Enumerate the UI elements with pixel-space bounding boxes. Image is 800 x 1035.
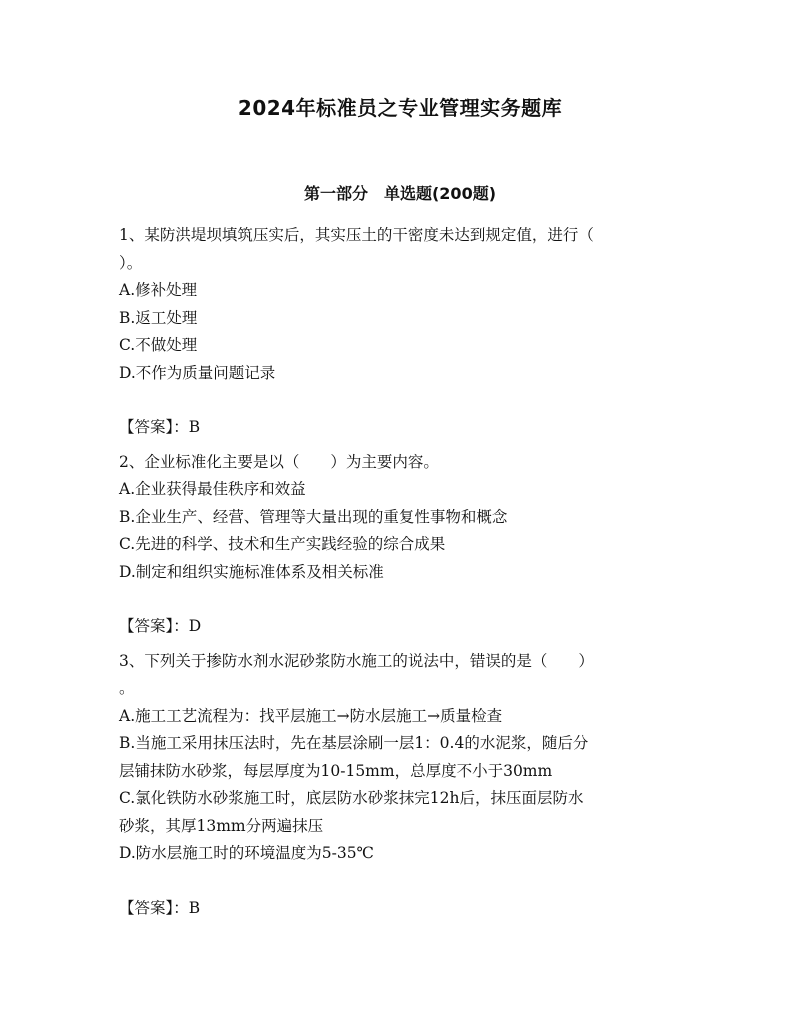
answer-line: [119, 414, 689, 442]
question-text-line: 。: [119, 679, 135, 697]
answer-line: [119, 613, 689, 641]
option-c-continued: 砂浆，其厚13mm分两遍抹压: [119, 816, 324, 835]
answer-label: 【答案】：: [119, 898, 189, 917]
option-a: A.施工工艺流程为：找平层施工→防水层施工→质量检查: [119, 706, 503, 725]
option-a: A.修补处理: [119, 281, 198, 299]
section-heading: 第一部分 单选题(200题): [303, 184, 497, 203]
option-b: B.当施工采用抹压法时，先在基层涂刷一层1：0.4的水泥浆，随后分: [119, 734, 589, 752]
option-d: D.制定和组织实施标准体系及相关标准: [119, 562, 384, 581]
answer-value: D: [188, 617, 202, 635]
option-d: D.不作为质量问题记录: [119, 363, 276, 382]
answer-value: B: [188, 898, 201, 917]
option-a: A.企业获得最佳秩序和效益: [119, 480, 306, 498]
document-title: 2024年标准员之专业管理实务题库: [237, 96, 563, 120]
option-c: C.氯化铁防水砂浆施工时，底层防水砂浆抹完12h后，抹压面层防水: [119, 789, 584, 807]
option-b: B.返工处理: [119, 308, 198, 327]
answer-label: 【答案】：: [119, 418, 189, 436]
option-b: B.企业生产、经营、管理等大量出现的重复性事物和概念: [119, 507, 508, 526]
answer-value: B: [188, 418, 201, 436]
question-block: [119, 648, 689, 923]
question-list: [119, 222, 689, 922]
question-block: [119, 222, 689, 449]
question-text-line: 1、某防洪堤坝填筑压实后，其实压土的干密度未达到规定值，进行（: [119, 226, 594, 244]
question-text-line: ）。: [119, 253, 143, 272]
option-b-continued: 层铺抹防水砂浆，每层厚度为10-15mm，总厚度不小于30mm: [119, 761, 553, 780]
answer-line: [119, 895, 689, 923]
option-c: C.先进的科学、技术和生产实践经验的综合成果: [119, 535, 446, 553]
option-c: C.不做处理: [119, 336, 198, 354]
answer-label: 【答案】：: [119, 617, 189, 635]
option-d: D.防水层施工时的环境温度为5-35℃: [119, 844, 374, 862]
question-text-line: 3、下列关于掺防水剂水泥砂浆防水施工的说法中，错误的是（ ）: [119, 651, 594, 670]
question-text-line: 2、企业标准化主要是以（ ）为主要内容。: [119, 452, 439, 471]
question-block: [119, 449, 689, 648]
